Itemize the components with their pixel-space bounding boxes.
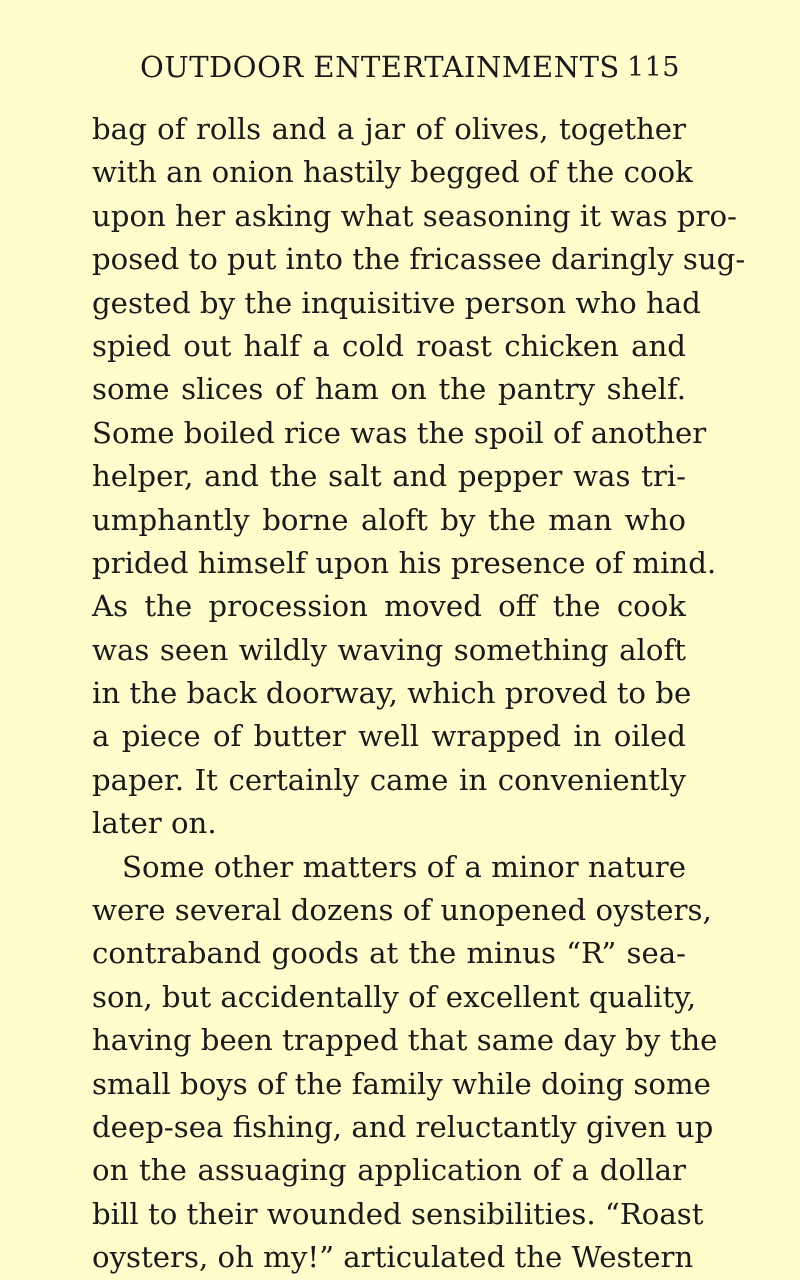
text-line: spied out half a cold roast chicken and: [92, 328, 686, 363]
text-line: in the back doorway, which proved to be: [92, 676, 692, 711]
text-line: deep-sea fishing, and reluctantly given up: [92, 1109, 714, 1144]
running-head: [140, 50, 680, 90]
text-line: bill to their wounded sensibilities. “Roast: [92, 1196, 704, 1231]
text-line: a piece of butter well wrapped in oiled: [92, 719, 686, 754]
running-title: OUTDOOR ENTERTAINMENTS: [140, 50, 620, 84]
text-line: Some other matters of a minor nature: [122, 849, 686, 884]
text-line: umphantly borne aloft by the man who: [92, 502, 686, 537]
text-line: later on.: [92, 806, 217, 841]
text-line: bag of rolls and a jar of olives, together: [92, 112, 686, 146]
text-line: on the assuaging application of a dollar: [92, 1153, 686, 1188]
text-line: contraband goods at the minus “R” sea-: [92, 936, 686, 971]
text-line: were several dozens of unopened oysters,: [92, 893, 712, 928]
text-line: posed to put into the fricassee daringly sug-: [92, 242, 746, 277]
text-line: upon her asking what seasoning it was pro-: [92, 198, 737, 233]
text-line: Some boiled rice was the spoil of another: [92, 415, 707, 450]
text-line: son, but accidentally of excellent quality,: [92, 979, 697, 1014]
text-line: As the procession moved off the cook: [92, 589, 686, 624]
text-line: small boys of the family while doing some: [92, 1066, 711, 1101]
text-line: oysters, oh my!” articulated the Western: [92, 1240, 694, 1275]
text-line: helper, and the salt and pepper was tri-: [92, 459, 686, 494]
body-text: [92, 108, 746, 1280]
page-number: 115: [626, 52, 680, 83]
text-line: having been trapped that same day by the: [92, 1023, 718, 1058]
text-line: prided himself upon his presence of mind.: [92, 545, 717, 580]
text-line: paper. It certainly came in conveniently: [92, 762, 686, 797]
text-line: was seen wildly waving something aloft: [92, 632, 686, 667]
text-line: with an onion hastily begged of the cook: [92, 155, 693, 190]
text-line: some slices of ham on the pantry shelf.: [92, 372, 686, 407]
text-line: gested by the inquisitive person who had: [92, 285, 701, 320]
